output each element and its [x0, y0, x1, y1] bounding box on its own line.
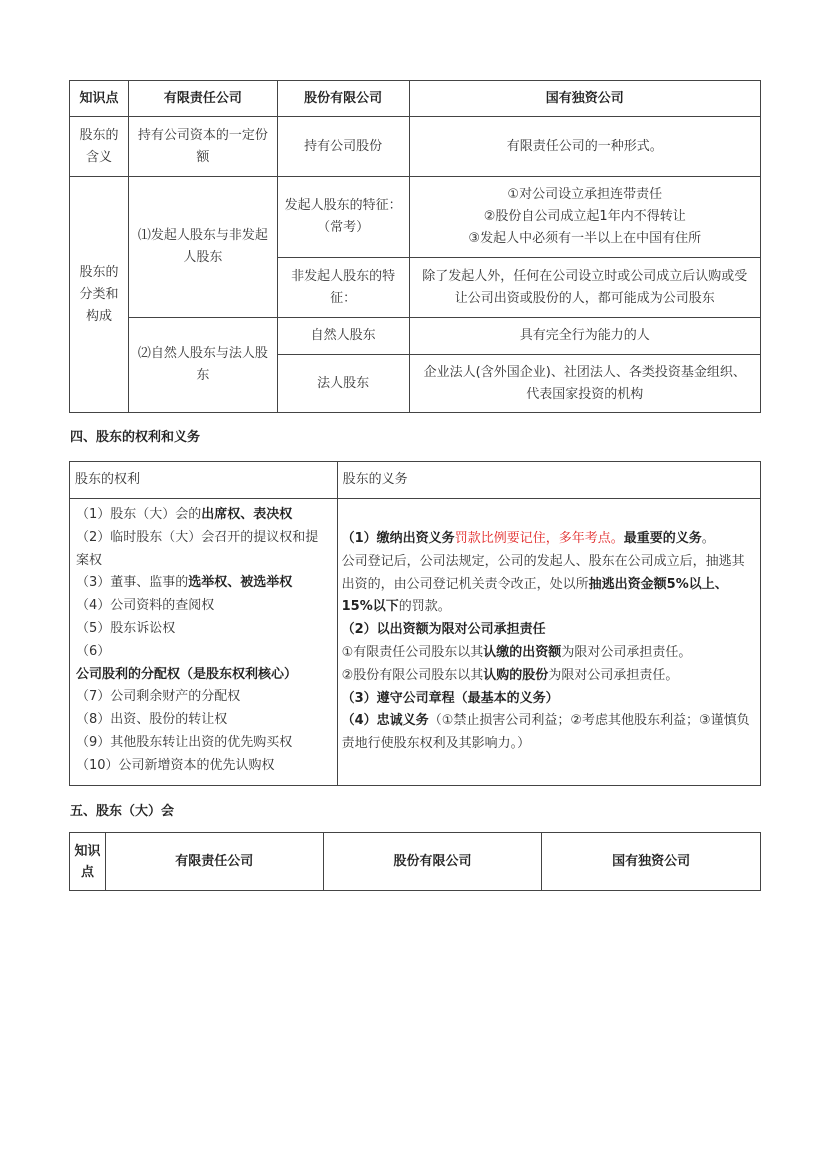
cell-promoter-features — [409, 177, 760, 258]
duty-3: （3）遵守公司章程（最基本的义务） — [341, 690, 559, 706]
row-label-meaning: 股东的含义 — [70, 117, 129, 177]
duty-1: （1）缴纳出资义务罚款比例要记住，多年考点。最重要的义务。 — [341, 531, 715, 547]
header-llc: 有限责任公司 — [105, 833, 323, 891]
cell-legal-label: 法人股东 — [277, 355, 409, 413]
duty-2a: ①有限责任公司股东以其认缴的出资额为限对公司承担责任。 — [341, 645, 692, 660]
cell-soe-meaning: 有限责任公司的一种形式。 — [409, 117, 760, 177]
promoter-feature: ②股份自公司成立起1年内不得转让 — [483, 209, 686, 224]
cell-natural-text: 具有完全行为能力的人 — [409, 318, 760, 355]
duty-1-detail: 公司登记后，公司法规定，公司的发起人、股东在公司成立后，抽逃其出资的，由公司登记机关责令改正，处以所抽逃出资金额5%以上、15%以下的罚款。 — [341, 553, 745, 615]
duty-4: （4）忠诚义务（①禁止损害公司利益；②考虑其他股东利益；③谨慎负责地行使股东权利及其影响力。） — [341, 713, 750, 752]
right-item: （10）公司新增资本的优先认购权 — [76, 757, 275, 773]
promoter-feature: ③发起人中必须有一半以上在中国有住所 — [468, 231, 702, 246]
right-item: （2）临时股东（大）会召开的提议权和提案权 — [76, 529, 319, 568]
header-rights: 股东的权利 — [70, 462, 338, 499]
cell-nonpromoter-text: 除了发起人外，任何在公司设立时或公司成立后认购或受让公司出资或股份的人，都可能成为公司股东 — [409, 258, 760, 318]
header-knowledge-point: 知识点 — [70, 81, 129, 117]
right-item: （5）股东诉讼权 — [76, 620, 176, 636]
rights-list — [70, 499, 338, 786]
cell-legal-text: 企业法人(含外国企业)、社团法人、各类投资基金组织、代表国家投资的机构 — [409, 355, 760, 413]
row-label-classification: 股东的分类和构成 — [70, 177, 129, 413]
promoter-feature: ①对公司设立承担连带责任 — [507, 187, 663, 202]
header-jsc: 股份有限公司 — [277, 81, 409, 117]
header-jsc: 股份有限公司 — [323, 833, 542, 891]
cell-promoter-label: 发起人股东的特征：（常考） — [277, 177, 409, 258]
duty-2b: ②股份有限公司股东以其认购的股份为限对公司承担责任。 — [341, 667, 679, 683]
cell-natural-label: 自然人股东 — [277, 318, 409, 355]
shareholder-meeting-table — [69, 832, 761, 891]
section5-title: 五、股东（大）会 — [70, 804, 175, 819]
right-item: （7）公司剩余财产的分配权 — [76, 689, 241, 705]
shareholder-concept-table — [69, 80, 761, 413]
cell-natural-legal-group: ⑵自然人股东与法人股东 — [128, 318, 277, 413]
header-knowledge-point: 知识点 — [70, 833, 106, 891]
header-duties: 股东的义务 — [337, 462, 760, 499]
header-soe: 国有独资公司 — [409, 81, 760, 117]
cell-jsc-meaning: 持有公司股份 — [277, 117, 409, 177]
right-item: （6）公司股利的分配权（是股东权利核心） — [76, 643, 298, 682]
header-soe: 国有独资公司 — [542, 833, 761, 891]
duty-2: （2）以出资额为限对公司承担责任 — [341, 622, 546, 638]
section4-title: 四、股东的权利和义务 — [70, 430, 201, 445]
header-llc: 有限责任公司 — [128, 81, 277, 117]
cell-promoter-group: ⑴发起人股东与非发起人股东 — [128, 177, 277, 318]
cell-llc-meaning: 持有公司资本的一定份额 — [128, 117, 277, 177]
right-item: （3）董事、监事的选举权、被选举权 — [76, 575, 293, 591]
right-item: （1）股东（大）会的出席权、表决权 — [76, 507, 293, 522]
right-item: （9）其他股东转让出资的优先购买权 — [76, 734, 293, 750]
right-item: （4）公司资料的查阅权 — [76, 598, 215, 614]
right-item: （8）出资、股份的转让权 — [76, 712, 228, 728]
duties-list — [337, 499, 760, 786]
cell-nonpromoter-label: 非发起人股东的特征： — [277, 258, 409, 318]
rights-duties-table — [69, 461, 761, 786]
